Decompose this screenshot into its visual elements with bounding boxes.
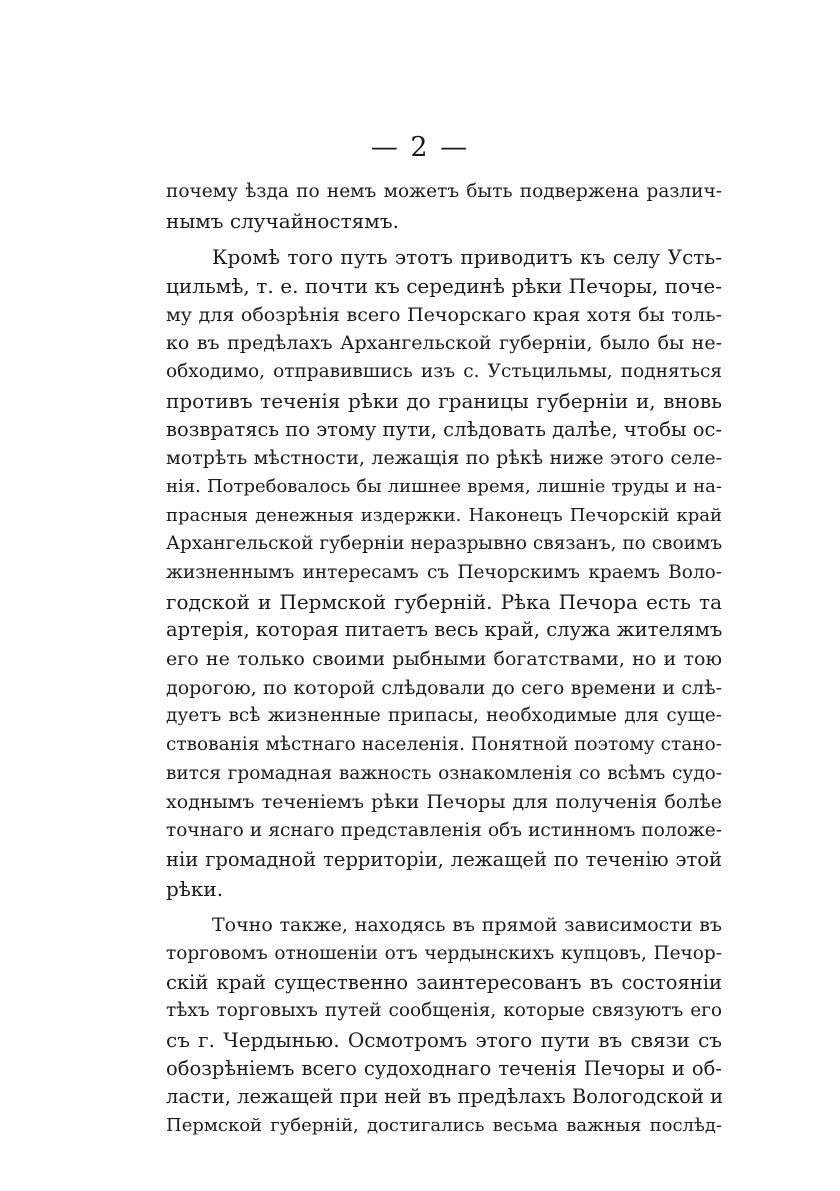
text-line: нія. Потребовалось бы лишнее время, лишніе труды и на- xyxy=(166,475,722,497)
text-line: нымъ случайностямъ. xyxy=(166,208,399,233)
text-line: мотрѣть мѣстности, лежащія по рѣкѣ ниже этого селе- xyxy=(166,447,722,470)
text-line: цильмѣ, т. е. почти къ серединѣ рѣки Печоры, поче- xyxy=(166,274,722,299)
text-line: ходнымъ теченіемъ рѣки Печоры для полученія болѣе xyxy=(166,791,722,814)
text-line: ласти, лежащей при ней въ предѣлахъ Вологодской и xyxy=(166,1085,724,1109)
text-line: дуетъ всѣ жизненные припасы, необходимые для суще- xyxy=(166,705,722,727)
text-line: годской и Пермской губерній. Рѣка Печора есть та xyxy=(166,589,722,614)
text-line: ко въ предѣлахъ Архангельской губерніи, было бы не- xyxy=(166,332,722,355)
text-line: дорогою, по которой слѣдовали до сего времени и слѣ- xyxy=(166,676,722,699)
text-line: тѣхъ торговыхъ путей сообщенія, которые связуютъ его xyxy=(166,1000,722,1022)
text-line: рѣки. xyxy=(166,876,224,901)
text-line: жизненнымъ интересамъ съ Печорскимъ краемъ Воло- xyxy=(166,561,722,583)
text-line: возвратясь по этому пути, слѣдовать далѣе, чтобы ос- xyxy=(166,417,723,441)
text-line: вится громадная важность ознакомленія со всѣмъ судо- xyxy=(166,762,722,784)
body-text xyxy=(166,178,722,1141)
text-line: Архангельской губерніи неразрывно связанъ, по своимъ xyxy=(166,533,723,555)
text-line: обходимо, отправившись изъ с. Устьцильмы, подняться xyxy=(166,361,722,383)
text-line: торговомъ отношеніи отъ чердынскихъ купцовъ, Печор- xyxy=(166,942,722,964)
text-line: обозрѣніемъ всего судоходнаго теченія Печоры и об- xyxy=(166,1056,722,1080)
text-line: Пермской губерній, достигались весьма важныя послѣд- xyxy=(166,1115,722,1136)
text-line: прасныя денежныя издержки. Наконецъ Печорскій край xyxy=(166,504,722,526)
text-line: Кромѣ того путь этотъ приводитъ къ селу Усть- xyxy=(212,245,722,270)
text-line: артерія, которая питаетъ весь край, служа жителямъ xyxy=(166,618,723,642)
text-line: его не только своими рыбными богатствами, но и тою xyxy=(166,648,722,670)
text-line: точнаго и яснаго представленія объ истинномъ положе- xyxy=(166,820,722,842)
page-number: — 2 — xyxy=(370,132,470,163)
text-line: почему ѣзда по немъ можетъ быть подвержена различ- xyxy=(166,181,722,202)
text-line: скій край существенно заинтересованъ въ состояніи xyxy=(166,970,722,994)
text-line: ніи громадной территоріи, лежащей по теченію этой xyxy=(166,847,722,871)
text-line: противъ теченія рѣки до границы губерніи и, вновь xyxy=(166,388,722,413)
text-line: Точно также, находясь въ прямой зависимости въ xyxy=(212,914,722,937)
text-line: съ г. Чердынью. Осмотромъ этого пути въ связи съ xyxy=(166,1027,722,1052)
text-line: ствованія мѣстнаго населенія. Понятной поэтому стано- xyxy=(166,734,722,756)
text-line: му для обозрѣнія всего Печорскаго края хотя бы толь- xyxy=(166,303,722,326)
